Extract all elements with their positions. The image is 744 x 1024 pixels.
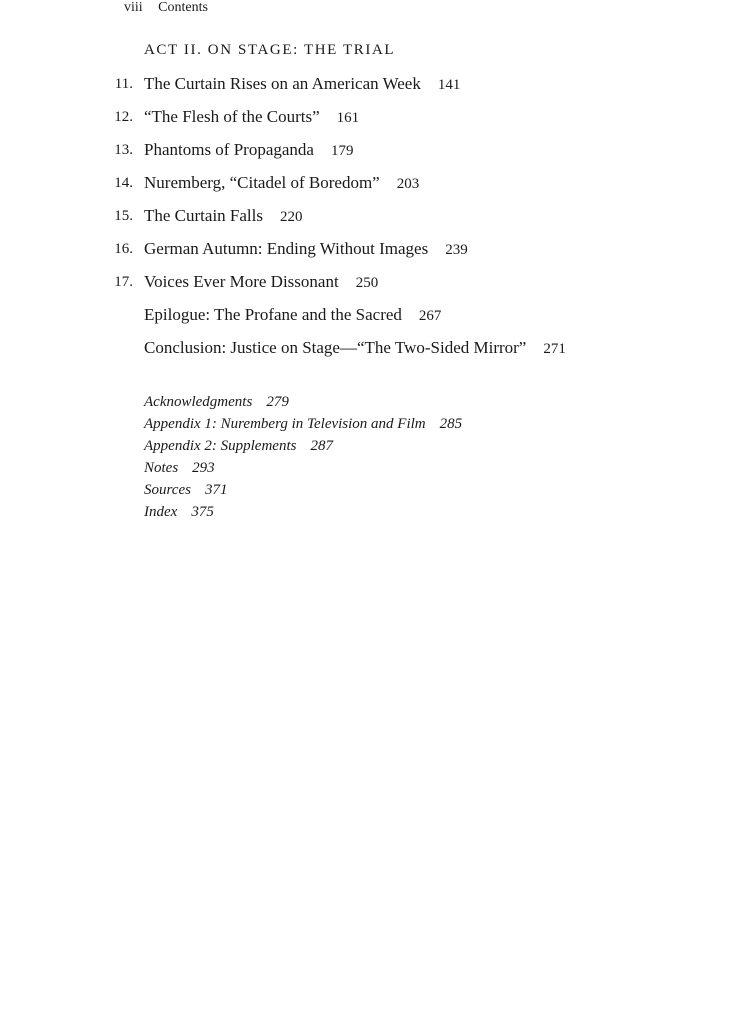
chapter-number: 11. [114, 76, 133, 92]
backmatter-page-number: 293 [192, 460, 215, 476]
chapter-number: 14. [114, 175, 133, 191]
running-head [124, 0, 208, 16]
chapter-page-number: 161 [336, 110, 360, 126]
backmatter-title: Sources [144, 482, 191, 498]
backmatter-page-number: 375 [191, 504, 214, 520]
toc-entry [0, 237, 744, 270]
backmatter-page-number: 285 [439, 416, 463, 432]
chapter-title: “The Flesh of the Courts” [144, 107, 320, 126]
chapter-page-number: 220 [279, 209, 303, 225]
toc-entry [0, 204, 744, 237]
toc-entry [0, 270, 744, 303]
chapter-page-number: 267 [418, 308, 442, 324]
backmatter-entry [144, 413, 704, 435]
backmatter-title: Appendix 1: Nuremberg in Television and Film [144, 416, 426, 432]
backmatter-title: Notes [144, 460, 179, 476]
toc-entry [0, 105, 744, 138]
chapter-page-number: 141 [437, 77, 461, 93]
running-head-title: Contents [158, 0, 208, 15]
chapter-number: 13. [114, 142, 133, 158]
chapter-number: 17. [114, 274, 133, 290]
chapter-number: 16. [114, 241, 133, 257]
backmatter-page-number: 371 [204, 482, 228, 498]
chapter-title: The Curtain Falls [144, 206, 263, 225]
chapter-page-number: 203 [396, 176, 420, 192]
toc-entry [0, 72, 744, 105]
backmatter-page-number: 279 [266, 394, 289, 410]
toc-entry [0, 138, 744, 171]
chapter-page-number: 250 [355, 275, 379, 291]
backmatter-entry [144, 391, 704, 413]
backmatter-page-number: 287 [310, 438, 333, 454]
backmatter-entry [144, 457, 704, 479]
chapter-title: Voices Ever More Dissonant [144, 272, 339, 291]
chapter-title: German Autumn: Ending Without Images [144, 239, 429, 258]
part-title: ACT II. ON STAGE: THE TRIAL [144, 42, 396, 58]
backmatter-entry [144, 435, 704, 457]
backmatter-entry [144, 479, 704, 501]
chapter-title: Nuremberg, “Citadel of Boredom” [144, 173, 380, 192]
backmatter-list [144, 391, 704, 523]
toc-entry [0, 171, 744, 204]
chapter-page-number: 179 [330, 143, 354, 159]
toc-entry-epilogue [0, 303, 744, 336]
chapter-number: 15. [114, 208, 133, 224]
backmatter-title: Index [144, 504, 178, 520]
chapter-title: The Curtain Rises on an American Week [144, 74, 421, 93]
backmatter-entry [144, 501, 704, 523]
backmatter-title: Appendix 2: Supplements [144, 438, 297, 454]
chapter-title: Conclusion: Justice on Stage—“The Two-Sided Mirror” [144, 338, 527, 357]
chapter-title: Phantoms of Propaganda [144, 140, 314, 159]
chapter-number: 12. [114, 109, 133, 125]
toc-entry-conclusion [0, 336, 744, 369]
chapter-page-number: 239 [445, 242, 468, 258]
chapter-title: Epilogue: The Profane and the Sacred [144, 305, 402, 324]
chapter-list [0, 72, 744, 369]
chapter-page-number: 271 [543, 341, 566, 357]
page-folio: viii [124, 0, 143, 15]
backmatter-title: Acknowledgments [144, 394, 253, 410]
